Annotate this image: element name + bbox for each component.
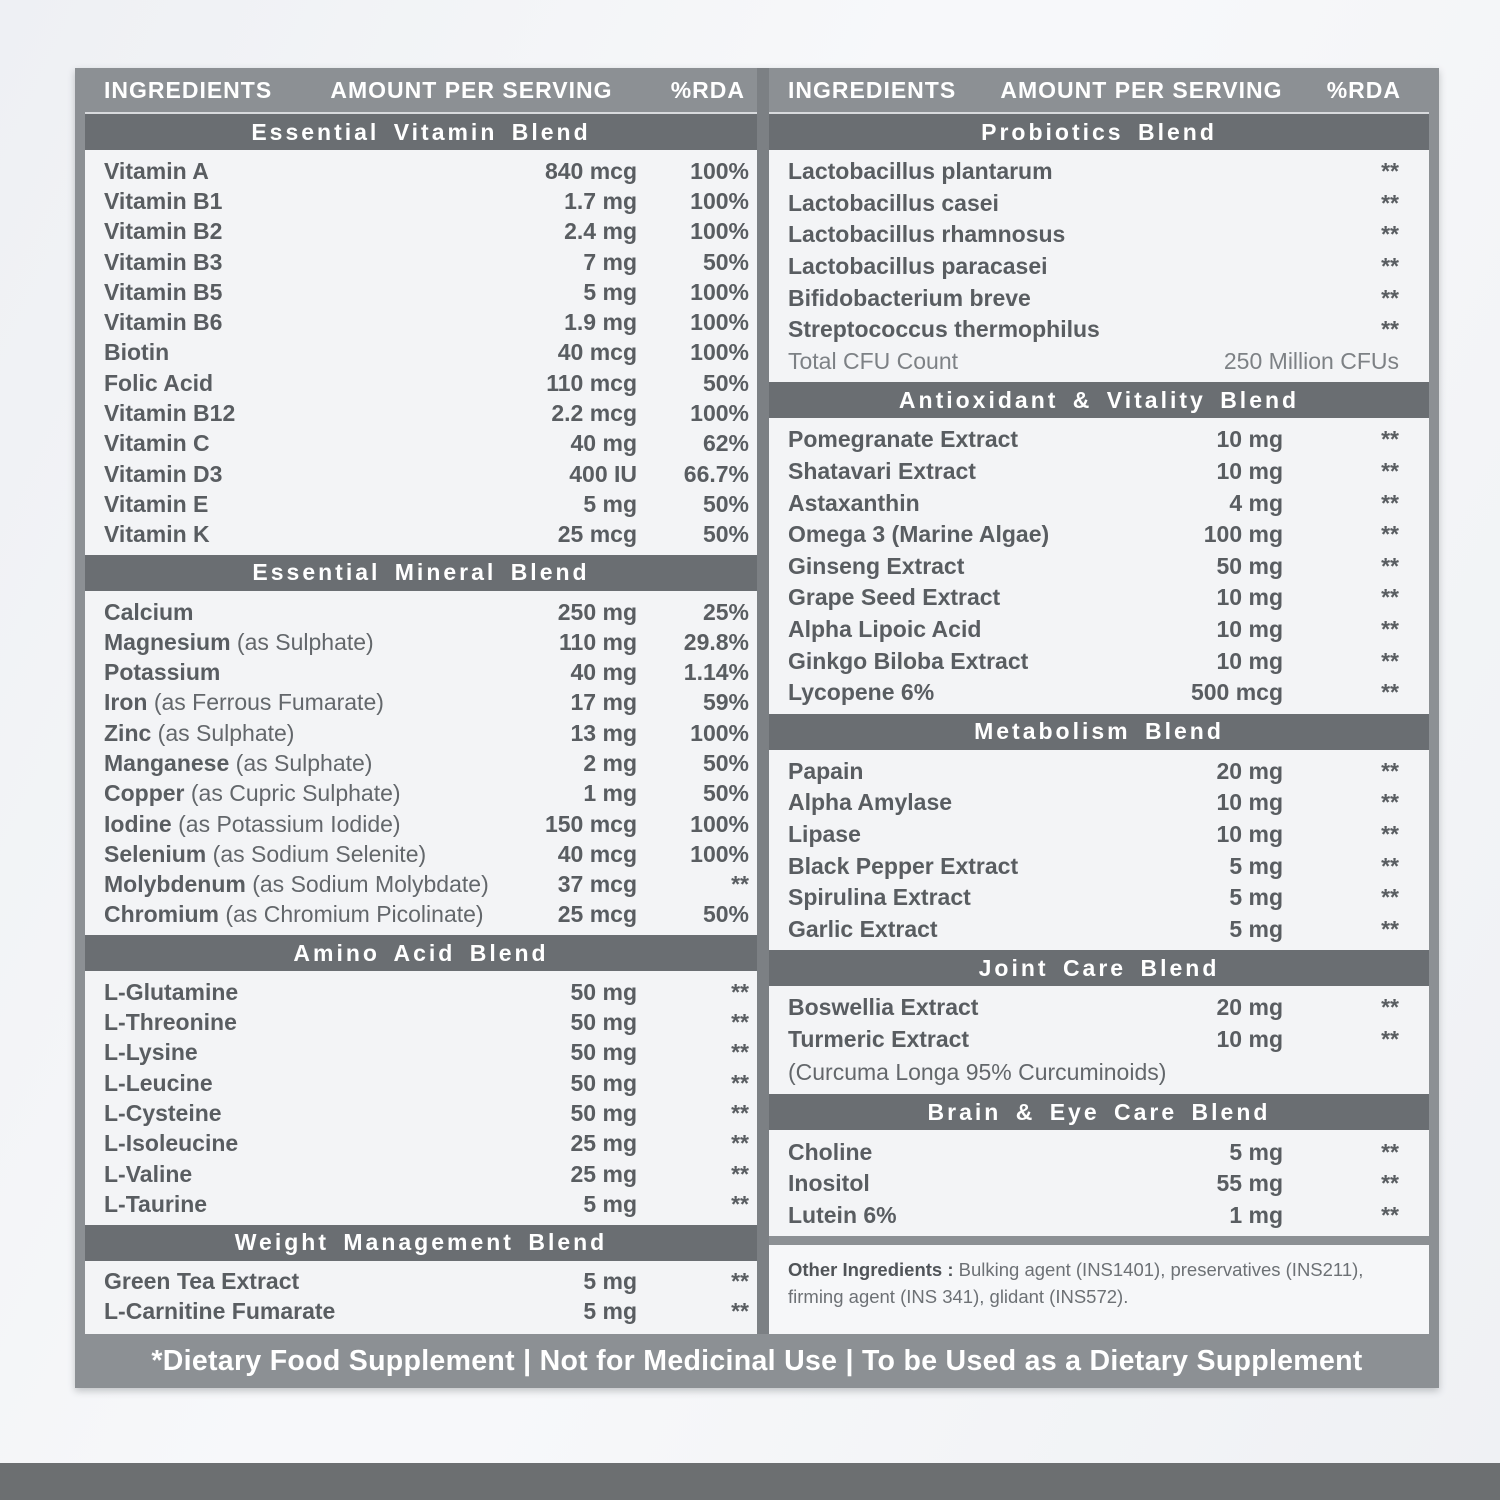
ingredient-source-note: (as Cupric Sulphate) — [184, 780, 401, 807]
ingredient-row — [85, 977, 757, 1007]
ingredient-name: Shatavari Extract — [788, 458, 976, 485]
ingredient-rda: ** — [1381, 820, 1399, 847]
column-header-ingredients: INGREDIENTS — [104, 76, 273, 103]
column-divider — [757, 68, 769, 1334]
ingredient-name: Total CFU Count — [788, 347, 959, 374]
ingredient-amount: 5 mg — [1229, 884, 1283, 911]
ingredient-rda: 100% — [690, 309, 749, 336]
ingredient-row — [85, 688, 757, 718]
ingredient-rda: 100% — [690, 218, 749, 245]
column-header-amount: AMOUNT PER SERVING — [1000, 76, 1283, 103]
ingredient-row — [769, 219, 1429, 251]
section-rows — [85, 150, 757, 555]
ingredient-rda: ** — [731, 1298, 749, 1325]
ingredient-rda: ** — [731, 1009, 749, 1036]
ingredient-name: L-Threonine — [104, 1009, 237, 1036]
other-ingredients-box — [769, 1245, 1429, 1334]
ingredient-amount: 10 mg — [1216, 647, 1283, 674]
ingredient-name: L-Isoleucine — [104, 1130, 239, 1157]
section-header — [769, 1094, 1429, 1130]
ingredient-rda: ** — [1381, 552, 1399, 579]
section-rows — [769, 150, 1429, 382]
ingredient-source-note: (as Sulphate) — [151, 719, 295, 746]
column-header-rda: %RDA — [670, 76, 745, 103]
ingredient-row — [769, 677, 1429, 709]
ingredient-amount: 10 mg — [1216, 426, 1283, 453]
ingredient-row — [85, 338, 757, 368]
ingredient-name: Selenium (as Sodium Selenite) — [104, 840, 427, 867]
ingredient-row — [85, 1068, 757, 1098]
ingredient-name: Green Tea Extract — [104, 1268, 300, 1295]
section-title: Metabolism Blend — [974, 718, 1224, 744]
ingredient-amount: 20 mg — [1216, 757, 1283, 784]
ingredient-row — [85, 459, 757, 489]
ingredient-name: Vitamin C — [104, 430, 210, 457]
ingredient-amount: 1 mg — [1229, 1201, 1283, 1228]
ingredient-amount: 1.7 mg — [564, 187, 637, 214]
ingredient-row — [769, 756, 1429, 788]
ingredient-name: L-Carnitine Fumarate — [104, 1298, 336, 1325]
ingredient-name: Molybdenum (as Sodium Molybdate) — [104, 871, 489, 898]
section-header — [769, 950, 1429, 986]
ingredient-rda: ** — [1381, 489, 1399, 516]
ingredient-amount: 25 mcg — [557, 521, 637, 548]
ingredient-name: Iron (as Ferrous Fumarate) — [104, 689, 384, 716]
section-header — [769, 382, 1429, 418]
bottom-page-strip — [0, 1463, 1500, 1500]
ingredient-name: Vitamin K — [104, 521, 210, 548]
ingredient-amount: 110 mcg — [546, 369, 637, 396]
ingredient-amount: 5 mg — [583, 1298, 637, 1325]
ingredient-rda: ** — [731, 871, 749, 898]
ingredient-row — [85, 657, 757, 687]
ingredient-amount: 10 mg — [1216, 1025, 1283, 1052]
ingredient-amount: 40 mg — [570, 659, 637, 686]
ingredient-name: Grape Seed Extract — [788, 584, 1001, 611]
ingredient-amount: 4 mg — [1229, 489, 1283, 516]
ingredient-name: Astaxanthin — [788, 489, 920, 516]
other-ingredients-label: Other Ingredients : — [788, 1259, 959, 1281]
ingredient-name: Copper (as Cupric Sulphate) — [104, 780, 401, 807]
ingredient-row — [769, 614, 1429, 646]
ingredient-amount: 25 mg — [570, 1130, 637, 1157]
ingredient-rda: 29.8% — [683, 628, 749, 655]
ingredient-rda: ** — [1381, 253, 1399, 280]
ingredient-rda: 66.7% — [683, 460, 749, 487]
section-title: Essential Mineral Blend — [252, 559, 590, 586]
ingredient-name: L-Glutamine — [104, 978, 239, 1005]
ingredient-amount: 250 Million CFUs — [1223, 347, 1399, 374]
ingredient-amount: 10 mg — [1216, 584, 1283, 611]
ingredient-rda: ** — [1381, 458, 1399, 485]
ingredient-row — [769, 519, 1429, 551]
ingredient-row — [85, 520, 757, 550]
ingredient-amount: 25 mg — [570, 1160, 637, 1187]
ingredient-row — [85, 368, 757, 398]
section-header — [769, 114, 1429, 150]
ingredient-name: Papain — [788, 757, 864, 784]
ingredient-source-note: (as Sulphate) — [230, 628, 374, 655]
ingredient-amount: 10 mg — [1216, 616, 1283, 643]
section-header — [85, 1225, 757, 1261]
ingredient-amount: 13 mg — [570, 719, 637, 746]
ingredient-amount: 5 mg — [1229, 852, 1283, 879]
ingredient-rda: 100% — [690, 400, 749, 427]
ingredient-row — [85, 718, 757, 748]
ingredient-row — [85, 398, 757, 428]
ingredient-row — [769, 1199, 1429, 1231]
ingredient-amount: 2 mg — [583, 749, 637, 776]
ingredient-amount: 5 mg — [583, 278, 637, 305]
ingredient-amount: 50 mg — [570, 1039, 637, 1066]
ingredient-rda: 50% — [702, 780, 749, 807]
section-header — [85, 555, 757, 591]
section-title: Amino Acid Blend — [293, 939, 549, 966]
ingredient-row — [85, 307, 757, 337]
ingredient-row — [85, 429, 757, 459]
ingredient-row — [85, 748, 757, 778]
card-main — [75, 68, 1439, 1334]
ingredient-rda: ** — [1381, 679, 1399, 706]
ingredient-rda: 100% — [690, 840, 749, 867]
section-header — [85, 935, 757, 971]
ingredient-source-note: (as Ferrous Fumarate) — [147, 689, 384, 716]
ingredient-name: Calcium — [104, 598, 194, 625]
ingredient-rda: ** — [1381, 284, 1399, 311]
ingredient-rda: ** — [1381, 426, 1399, 453]
ingredient-row — [85, 900, 757, 930]
ingredient-row — [85, 1159, 757, 1189]
ingredient-row — [769, 314, 1429, 346]
ingredient-row — [769, 1136, 1429, 1168]
ingredient-rda: ** — [1381, 1201, 1399, 1228]
section-rows — [769, 1130, 1429, 1236]
ingredient-row — [769, 819, 1429, 851]
ingredient-rda: ** — [1381, 884, 1399, 911]
ingredient-amount: 110 mg — [559, 628, 637, 655]
ingredient-amount: 100 mg — [1203, 521, 1283, 548]
ingredient-rda: 25% — [702, 598, 749, 625]
ingredient-name: Choline — [788, 1138, 873, 1165]
ingredient-name: L-Cysteine — [104, 1099, 222, 1126]
ingredient-name: Biotin — [104, 339, 170, 366]
ingredient-name: Lactobacillus rhamnosus — [788, 221, 1066, 248]
ingredient-rda: ** — [1381, 616, 1399, 643]
ingredient-name: Black Pepper Extract — [788, 852, 1019, 879]
ingredient-amount: 40 mcg — [557, 339, 637, 366]
ingredient-amount: 50 mg — [570, 1099, 637, 1126]
ingredient-row — [85, 870, 757, 900]
ingredient-note-row: (Curcuma Longa 95% Curcuminoids) — [788, 1058, 1167, 1085]
ingredient-row — [769, 188, 1429, 220]
ingredient-row — [769, 251, 1429, 283]
ingredient-row — [769, 1024, 1429, 1056]
ingredient-row — [85, 186, 757, 216]
ingredient-row — [85, 217, 757, 247]
ingredient-amount: 17 mg — [570, 689, 637, 716]
ingredient-rda: 50% — [702, 901, 749, 928]
ingredient-amount: 400 IU — [569, 460, 637, 487]
ingredient-rda: ** — [1381, 994, 1399, 1021]
ingredient-amount: 40 mcg — [557, 840, 637, 867]
ingredient-row — [769, 551, 1429, 583]
ingredients-table-left — [85, 68, 757, 1334]
ingredient-rda: 59% — [702, 689, 749, 716]
ingredient-row — [85, 1038, 757, 1068]
ingredient-amount: 50 mg — [1216, 552, 1283, 579]
ingredient-name: L-Taurine — [104, 1190, 208, 1217]
section-rows — [85, 971, 757, 1224]
ingredient-name: Vitamin B3 — [104, 248, 223, 275]
ingredient-rda: ** — [1381, 789, 1399, 816]
ingredient-row — [85, 1007, 757, 1037]
ingredient-row — [769, 913, 1429, 945]
column-header-amount: AMOUNT PER SERVING — [330, 76, 613, 103]
section-title: Weight Management Blend — [234, 1229, 608, 1255]
ingredient-rda: 1.14% — [683, 659, 749, 686]
ingredient-row — [85, 779, 757, 809]
ingredient-name: Magnesium (as Sulphate) — [104, 628, 374, 655]
ingredient-name: Ginkgo Biloba Extract — [788, 647, 1029, 674]
ingredient-rda: 62% — [702, 430, 749, 457]
ingredient-row — [769, 582, 1429, 614]
ingredient-name: Vitamin B5 — [104, 278, 223, 305]
ingredient-name: Streptococcus thermophilus — [788, 316, 1100, 343]
section-title: Antioxidant & Vitality Blend — [898, 386, 1300, 413]
ingredient-amount: 50 mg — [570, 978, 637, 1005]
ingredient-amount: 50 mg — [570, 1009, 637, 1036]
ingredient-amount: 20 mg — [1216, 994, 1283, 1021]
section-rows — [769, 986, 1429, 1094]
ingredient-name: Boswellia Extract — [788, 994, 979, 1021]
ingredient-name: Omega 3 (Marine Algae) — [788, 521, 1050, 548]
ingredient-name: Alpha Lipoic Acid — [788, 616, 982, 643]
ingredient-rda: ** — [1381, 1025, 1399, 1052]
ingredient-name: Potassium — [104, 659, 221, 686]
ingredient-amount: 7 mg — [583, 248, 637, 275]
ingredient-rda: ** — [731, 1190, 749, 1217]
ingredient-amount: 5 mg — [583, 1190, 637, 1217]
ingredient-name: Manganese (as Sulphate) — [104, 749, 373, 776]
ingredient-rda: ** — [1381, 915, 1399, 942]
ingredient-rda: ** — [1381, 1138, 1399, 1165]
section-title: Probiotics Blend — [981, 118, 1217, 145]
ingredient-name: Iodine (as Potassium Iodide) — [104, 810, 401, 837]
ingredient-row — [85, 1297, 757, 1327]
ingredient-rda: 100% — [690, 157, 749, 184]
ingredient-name: Garlic Extract — [788, 915, 938, 942]
section-title: Essential Vitamin Blend — [251, 118, 591, 145]
ingredient-row — [769, 992, 1429, 1024]
ingredient-row — [85, 277, 757, 307]
ingredient-row — [85, 1129, 757, 1159]
ingredient-row — [85, 1189, 757, 1219]
section-rows — [769, 750, 1429, 951]
ingredient-rda: ** — [1381, 189, 1399, 216]
ingredient-name: Vitamin A — [104, 157, 209, 184]
ingredient-amount: 40 mg — [570, 430, 637, 457]
ingredient-rda: 100% — [690, 339, 749, 366]
ingredient-row — [85, 809, 757, 839]
ingredient-amount: 1 mg — [583, 780, 637, 807]
ingredient-name: Vitamin B12 — [104, 400, 236, 427]
ingredient-row — [769, 487, 1429, 519]
ingredient-name: Vitamin B1 — [104, 187, 223, 214]
ingredient-amount: 2.4 mg — [564, 218, 637, 245]
ingredient-amount: 10 mg — [1216, 789, 1283, 816]
ingredient-name: Lipase — [788, 820, 861, 847]
ingredient-rda: ** — [731, 1099, 749, 1126]
section-separator — [769, 1236, 1429, 1245]
ingredient-amount: 5 mg — [583, 490, 637, 517]
footer-disclaimer: *Dietary Food Supplement | Not for Medicinal Use | To be Used as a Dietary Supplement — [151, 1344, 1363, 1377]
ingredient-name: Vitamin B2 — [104, 218, 223, 245]
ingredient-name: L-Lysine — [104, 1039, 198, 1066]
ingredient-name: Spirulina Extract — [788, 884, 971, 911]
ingredient-amount: 5 mg — [1229, 915, 1283, 942]
ingredient-amount: 1.9 mg — [564, 309, 637, 336]
ingredient-name: Lactobacillus plantarum — [788, 158, 1053, 185]
ingredient-source-note: (as Sodium Selenite) — [206, 840, 427, 867]
ingredient-amount: 2.2 mcg — [551, 400, 637, 427]
section-rows — [85, 1261, 757, 1335]
ingredient-rda: ** — [731, 1160, 749, 1187]
ingredient-source-note: (as Potassium Iodide) — [171, 810, 401, 837]
ingredient-amount: 50 mg — [570, 1069, 637, 1096]
ingredient-rda: ** — [1381, 221, 1399, 248]
ingredient-amount: 25 mcg — [557, 901, 637, 928]
ingredient-rda: ** — [1381, 647, 1399, 674]
ingredient-name: Lutein 6% — [788, 1201, 897, 1228]
ingredient-row — [769, 1168, 1429, 1200]
table-header-row — [85, 68, 757, 114]
ingredient-rda: 50% — [702, 749, 749, 776]
ingredient-amount: 150 mcg — [544, 810, 637, 837]
ingredient-name: Ginseng Extract — [788, 552, 965, 579]
ingredient-name: Vitamin E — [104, 490, 209, 517]
ingredient-rda: ** — [1381, 584, 1399, 611]
section-header — [769, 714, 1429, 750]
ingredient-name: Folic Acid — [104, 369, 214, 396]
section-title: Brain & Eye Care Blend — [927, 1098, 1271, 1125]
ingredient-rda: 50% — [702, 521, 749, 548]
ingredient-row — [85, 1267, 757, 1297]
ingredient-amount: 250 mg — [557, 598, 637, 625]
ingredient-rda: ** — [1381, 158, 1399, 185]
section-header — [85, 114, 757, 150]
ingredient-name: Lycopene 6% — [788, 679, 935, 706]
ingredient-row — [85, 247, 757, 277]
ingredient-rda: ** — [731, 1268, 749, 1295]
ingredient-amount: 500 mcg — [1190, 679, 1283, 706]
ingredient-row — [769, 346, 1429, 378]
supplement-facts-card — [75, 68, 1439, 1388]
ingredient-amount: 5 mg — [583, 1268, 637, 1295]
ingredient-source-note: (as Sulphate) — [229, 749, 373, 776]
ingredient-source-note: (as Sodium Molybdate) — [245, 871, 489, 898]
section-title: Joint Care Blend — [978, 954, 1220, 981]
ingredient-rda: ** — [1381, 521, 1399, 548]
ingredient-name: Chromium (as Chromium Picolinate) — [104, 901, 484, 928]
column-header-rda: %RDA — [1326, 76, 1401, 103]
ingredient-name: L-Valine — [104, 1160, 193, 1187]
footer-bar — [75, 1334, 1439, 1388]
table-header-row — [769, 68, 1429, 114]
ingredient-rda: 50% — [702, 248, 749, 275]
ingredient-amount: 37 mcg — [557, 871, 637, 898]
ingredient-rda: 50% — [702, 490, 749, 517]
column-header-ingredients: INGREDIENTS — [788, 76, 957, 103]
section-rows — [85, 591, 757, 935]
ingredient-rda: 100% — [690, 278, 749, 305]
ingredient-row — [85, 156, 757, 186]
ingredient-rda: 100% — [690, 187, 749, 214]
ingredient-source-note: (as Chromium Picolinate) — [219, 901, 484, 928]
ingredient-name: Lactobacillus paracasei — [788, 253, 1048, 280]
ingredient-amount: 55 mg — [1216, 1170, 1283, 1197]
ingredient-rda: ** — [731, 1069, 749, 1096]
ingredient-row — [769, 424, 1429, 456]
ingredient-name: Turmeric Extract — [788, 1025, 970, 1052]
section-rows — [769, 418, 1429, 713]
ingredient-name: Lactobacillus casei — [788, 189, 999, 216]
ingredient-name: Vitamin D3 — [104, 460, 223, 487]
ingredient-rda: ** — [1381, 757, 1399, 784]
ingredient-row — [769, 156, 1429, 188]
ingredient-name: Zinc (as Sulphate) — [104, 719, 295, 746]
ingredient-name: Vitamin B6 — [104, 309, 223, 336]
ingredient-name: L-Leucine — [104, 1069, 213, 1096]
ingredient-amount: 10 mg — [1216, 458, 1283, 485]
other-ingredients-text: Bulking agent (INS1401), preservatives (INS211), firming agent (INS 341), glidant (INS572). — [788, 1259, 1364, 1307]
ingredient-amount: 5 mg — [1229, 1138, 1283, 1165]
ingredient-rda: ** — [731, 1039, 749, 1066]
ingredient-rda: ** — [731, 978, 749, 1005]
ingredient-rda: 100% — [690, 719, 749, 746]
ingredient-row — [769, 456, 1429, 488]
ingredient-rda: 100% — [690, 810, 749, 837]
ingredient-amount: 10 mg — [1216, 820, 1283, 847]
ingredient-row — [85, 839, 757, 869]
ingredient-row — [769, 787, 1429, 819]
ingredient-row — [769, 645, 1429, 677]
ingredient-name: Inositol — [788, 1170, 870, 1197]
ingredient-row — [85, 597, 757, 627]
ingredient-amount: 840 mcg — [544, 157, 637, 184]
ingredient-row — [85, 627, 757, 657]
ingredient-name: Pomegranate Extract — [788, 426, 1019, 453]
ingredient-row — [769, 282, 1429, 314]
ingredient-name: Alpha Amylase — [788, 789, 953, 816]
ingredients-table-right — [769, 68, 1429, 1334]
ingredient-row — [85, 489, 757, 519]
ingredient-rda: ** — [731, 1130, 749, 1157]
ingredient-rda: ** — [1381, 1170, 1399, 1197]
ingredient-row — [85, 1098, 757, 1128]
ingredient-name: Bifidobacterium breve — [788, 284, 1031, 311]
ingredient-rda: ** — [1381, 852, 1399, 879]
ingredient-rda: ** — [1381, 316, 1399, 343]
ingredient-rda: 50% — [702, 369, 749, 396]
ingredient-row — [769, 882, 1429, 914]
ingredient-row — [769, 850, 1429, 882]
